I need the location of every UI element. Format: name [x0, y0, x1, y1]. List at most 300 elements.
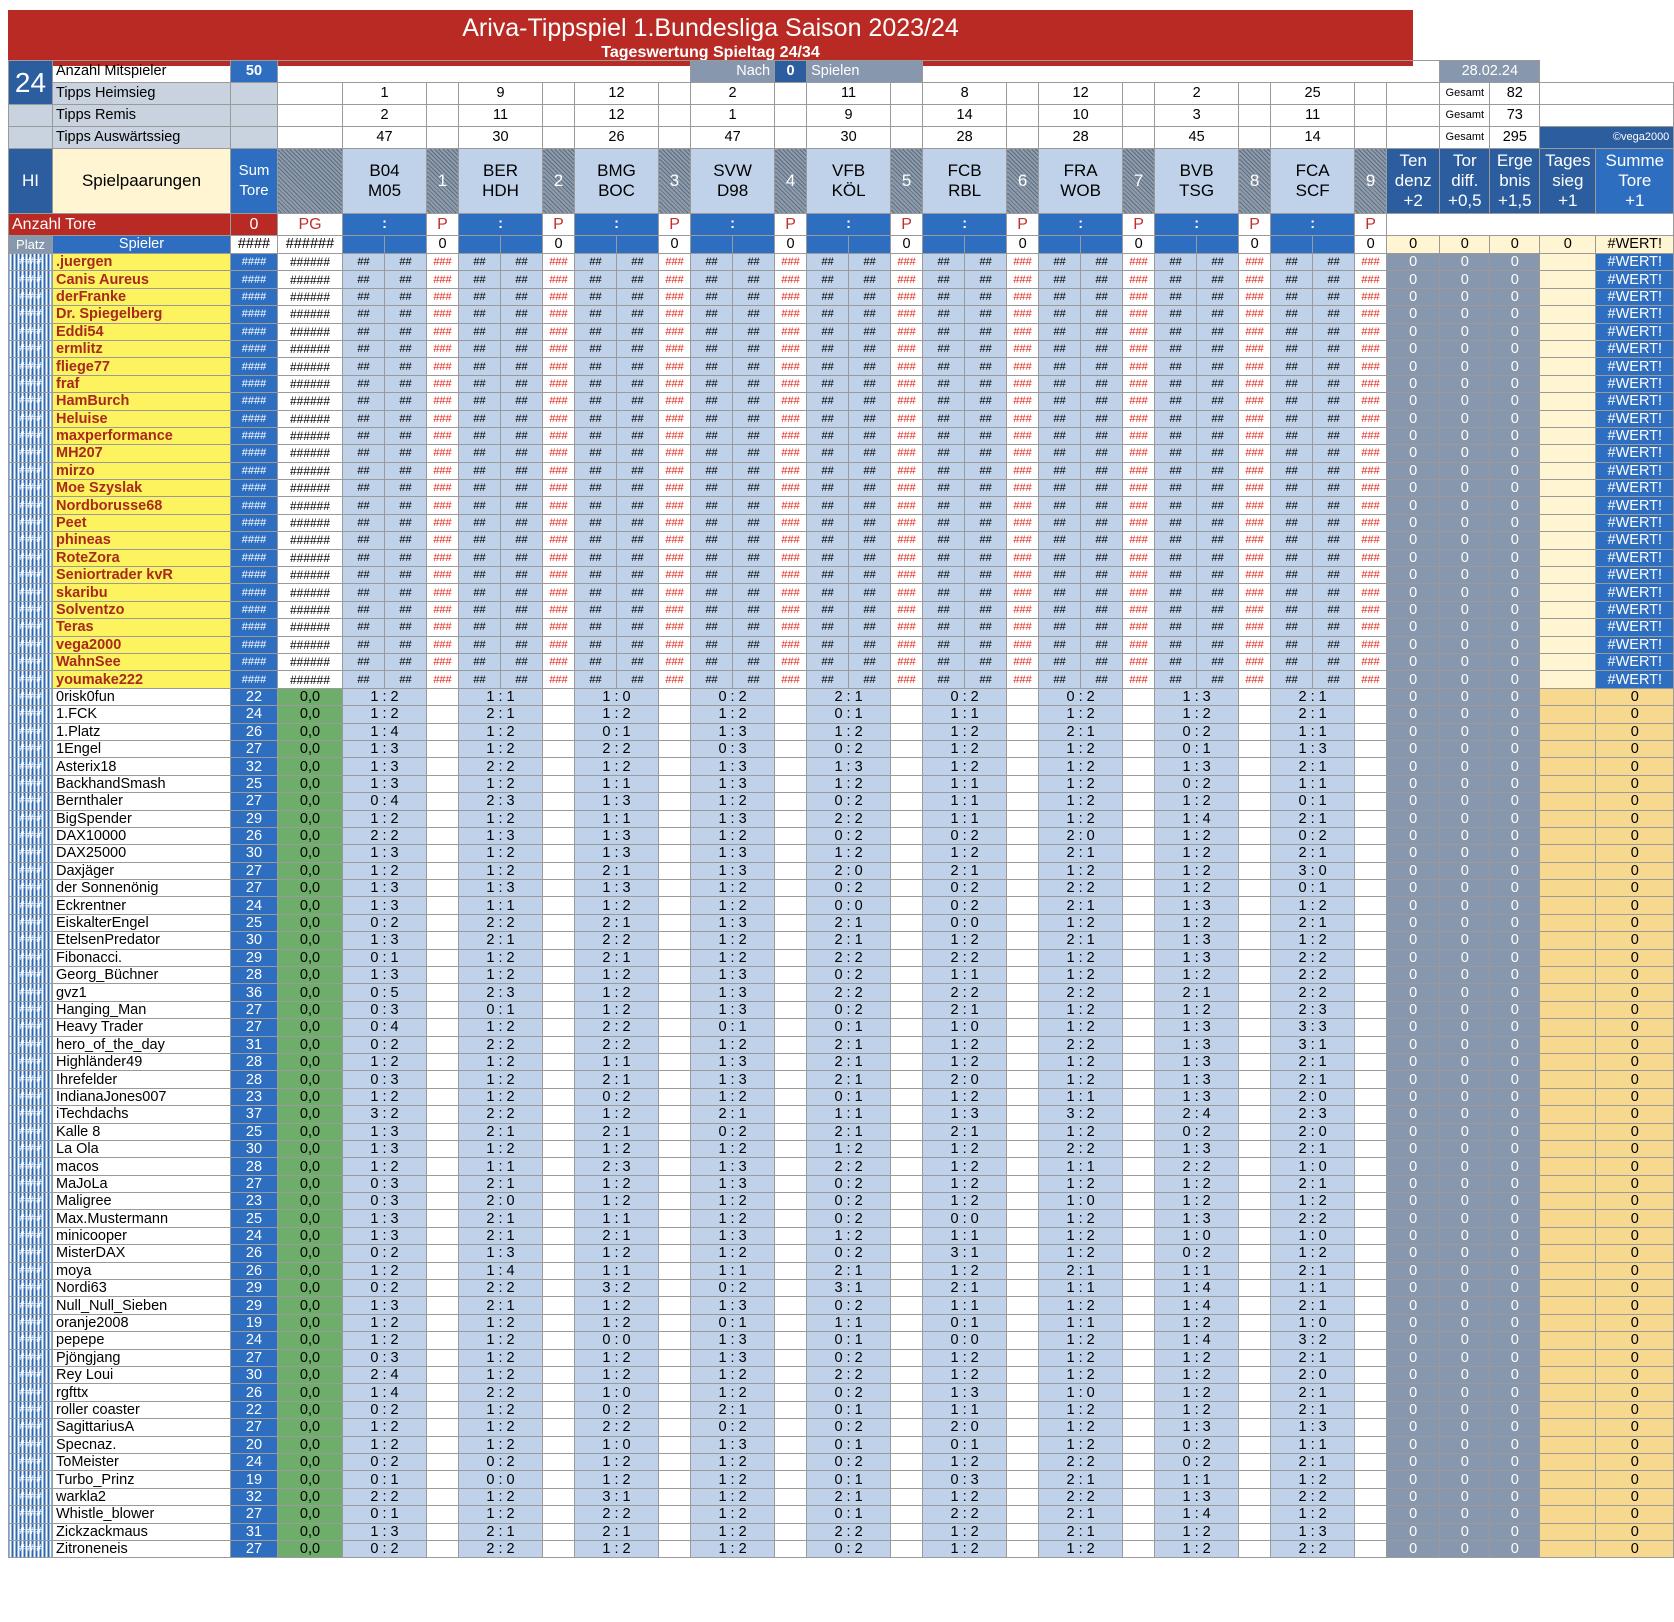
- blank: [1007, 1436, 1039, 1453]
- player-name: Seniortrader kvR: [53, 567, 231, 584]
- blank: [543, 723, 575, 740]
- player-tip: 2 : 2: [807, 984, 891, 1001]
- zero: 0: [1387, 532, 1440, 549]
- zero: 0: [1490, 1453, 1540, 1470]
- player-tip: 1 : 2: [343, 706, 427, 723]
- hash: ##: [807, 306, 849, 323]
- player-sum: 29: [231, 1280, 278, 1297]
- player-tip: 1 : 2: [1039, 1540, 1123, 1557]
- tipps-count: 11: [1271, 105, 1355, 127]
- blank: [1540, 601, 1596, 618]
- wert: #WERT!: [1596, 497, 1674, 514]
- hash: ####: [231, 254, 278, 271]
- blank: [543, 1297, 575, 1314]
- pg-value: 0,0: [278, 1019, 343, 1036]
- player-tip: 1 : 2: [1155, 1314, 1239, 1331]
- blank: [1540, 827, 1596, 844]
- hash: ##: [965, 671, 1007, 688]
- blank: [1355, 1001, 1387, 1018]
- zero: 0: [1596, 1401, 1674, 1418]
- hash: ##: [733, 549, 775, 566]
- pg-value: 0,0: [278, 1471, 343, 1488]
- blank: [659, 1471, 691, 1488]
- player-name: Ihrefelder: [53, 1071, 231, 1088]
- hash: ####: [231, 410, 278, 427]
- hash: ##: [1155, 306, 1197, 323]
- hash: ###: [659, 584, 691, 601]
- blank: [543, 1332, 575, 1349]
- zero: 0: [1490, 1436, 1540, 1453]
- hash: ##: [1197, 306, 1239, 323]
- hash: ##: [923, 462, 965, 479]
- hash: ##: [923, 514, 965, 531]
- hash: ##: [501, 480, 543, 497]
- player-tip: 1 : 2: [1039, 1071, 1123, 1088]
- platz-cell: ####: [9, 932, 53, 949]
- hash: ###: [775, 445, 807, 462]
- hash: ##: [575, 288, 617, 305]
- result-colon: :: [343, 214, 427, 236]
- hash: ##: [1081, 375, 1123, 392]
- player-tip: 1 : 2: [1155, 706, 1239, 723]
- blank: [659, 1349, 691, 1366]
- hash: ###: [891, 462, 923, 479]
- blank: [1239, 1227, 1271, 1244]
- blank: [427, 775, 459, 792]
- pg-value: 0,0: [278, 897, 343, 914]
- blank: [1355, 1088, 1387, 1105]
- hash: ##: [1039, 427, 1081, 444]
- pg-value: 0,0: [278, 967, 343, 984]
- player-tip: 0 : 1: [343, 949, 427, 966]
- blank: [1123, 1314, 1155, 1331]
- player-tip: 1 : 0: [1155, 1227, 1239, 1244]
- zero: 0: [1387, 967, 1440, 984]
- blank: [891, 1471, 923, 1488]
- hash: ###: [659, 514, 691, 531]
- player-tip: 2 : 2: [1039, 1488, 1123, 1505]
- zero: 0: [1440, 1210, 1490, 1227]
- player-name: warkla2: [53, 1488, 231, 1505]
- tipps-count: 47: [343, 127, 427, 149]
- blank: [1239, 967, 1271, 984]
- hash: ###: [1239, 306, 1271, 323]
- hash: ###: [543, 653, 575, 670]
- zero: 0: [1387, 1314, 1440, 1331]
- hash: ##: [1155, 567, 1197, 584]
- blank: [427, 1106, 459, 1123]
- player-tip: 1 : 3: [1271, 1419, 1355, 1436]
- pg-value: 0,0: [278, 1419, 343, 1436]
- zero: 0: [1596, 1210, 1674, 1227]
- blank: [1355, 1401, 1387, 1418]
- player-tip: 2 : 1: [459, 1523, 543, 1540]
- platz-cell: ####: [9, 1053, 53, 1070]
- player-tip: 2 : 1: [1271, 758, 1355, 775]
- hash: ##: [501, 549, 543, 566]
- blank: [427, 914, 459, 931]
- spielpaarungen-label: Spielpaarungen: [53, 149, 231, 214]
- player-tip: 1 : 1: [575, 775, 659, 792]
- player-tip: 2 : 0: [923, 1071, 1007, 1088]
- hash: ###: [543, 532, 575, 549]
- hash: ###: [775, 271, 807, 288]
- player-tip: 0 : 1: [1155, 740, 1239, 757]
- hash: ####: [231, 480, 278, 497]
- player-tip: 1 : 1: [807, 1314, 891, 1331]
- blank: [775, 127, 807, 149]
- zero: 0: [1387, 288, 1440, 305]
- player-tip: 2 : 3: [459, 793, 543, 810]
- player-name: Heavy Trader: [53, 1019, 231, 1036]
- hash: ##: [1313, 410, 1355, 427]
- player-tip: 1 : 3: [691, 775, 775, 792]
- player-tip: 0 : 1: [807, 1401, 891, 1418]
- blank: [427, 1071, 459, 1088]
- hash: ##: [1197, 549, 1239, 566]
- player-tip: 1 : 3: [575, 827, 659, 844]
- hash: ##: [1313, 271, 1355, 288]
- hash: ##: [459, 445, 501, 462]
- zero: 0: [1387, 1071, 1440, 1088]
- blank: [1239, 1175, 1271, 1192]
- blank: [427, 949, 459, 966]
- player-sum: 28: [231, 1053, 278, 1070]
- player-tip: 2 : 1: [691, 1106, 775, 1123]
- blank: [1123, 1106, 1155, 1123]
- hash: ##: [1271, 619, 1313, 636]
- hash: ####: [231, 271, 278, 288]
- zero: 0: [1387, 445, 1440, 462]
- player-tip: 1 : 2: [575, 706, 659, 723]
- hash: ##: [807, 410, 849, 427]
- hash: ##: [849, 393, 891, 410]
- hash: ###: [659, 601, 691, 618]
- zero: 0: [1490, 1262, 1540, 1279]
- hash: ##: [1313, 288, 1355, 305]
- hash: ##: [807, 653, 849, 670]
- blank: [1355, 1245, 1387, 1262]
- player-tip: 1 : 2: [691, 1488, 775, 1505]
- player-tip: 1 : 2: [459, 1019, 543, 1036]
- hash: ##: [385, 653, 427, 670]
- player-tip: 1 : 1: [575, 810, 659, 827]
- hash: ##: [343, 358, 385, 375]
- player-tip: 2 : 2: [1039, 984, 1123, 1001]
- player-tip: 1 : 2: [923, 1053, 1007, 1070]
- zero: 0: [1440, 375, 1490, 392]
- hash: ##: [343, 653, 385, 670]
- anzahl-mitspieler-label: Anzahl Mitspieler: [53, 61, 231, 83]
- player-name: Dr. Spiegelberg: [53, 306, 231, 323]
- player-tip: 2 : 1: [575, 862, 659, 879]
- hash: ##: [965, 288, 1007, 305]
- player-sum: 30: [231, 932, 278, 949]
- hash: ##: [1197, 427, 1239, 444]
- player-tip: 1 : 1: [1271, 775, 1355, 792]
- player-tip: 2 : 0: [807, 862, 891, 879]
- player-tip: 0 : 2: [807, 1193, 891, 1210]
- player-tip: 0 : 2: [343, 1280, 427, 1297]
- blank: [1239, 1401, 1271, 1418]
- blank: [891, 758, 923, 775]
- player-tip: 1 : 3: [459, 880, 543, 897]
- hash: ##: [965, 653, 1007, 670]
- blank: [1007, 775, 1039, 792]
- hash: ###: [775, 480, 807, 497]
- player-tip: 1 : 3: [1155, 1210, 1239, 1227]
- blank: [891, 1262, 923, 1279]
- player-tip: 0 : 1: [343, 1506, 427, 1523]
- home-team: B04: [369, 161, 400, 180]
- player-tip: 1 : 2: [923, 740, 1007, 757]
- player-tip: 0 : 2: [807, 1384, 891, 1401]
- blank: [775, 688, 807, 705]
- player-sum: 24: [231, 1227, 278, 1244]
- tipps-count: 12: [1039, 83, 1123, 105]
- zero: 0: [1596, 949, 1674, 966]
- player-tip: 1 : 3: [343, 758, 427, 775]
- wert: #WERT!: [1596, 323, 1674, 340]
- player-tip: 1 : 2: [1039, 1175, 1123, 1192]
- player-sum: 27: [231, 1175, 278, 1192]
- platz-cell: ####: [9, 462, 53, 479]
- blank: [1540, 254, 1596, 271]
- player-tip: 0 : 3: [923, 1471, 1007, 1488]
- blank: [1540, 845, 1596, 862]
- zero: 0: [1596, 1123, 1674, 1140]
- blank: [659, 897, 691, 914]
- wert: #WERT!: [1596, 653, 1674, 670]
- blank: [775, 1314, 807, 1331]
- blank: [659, 1280, 691, 1297]
- hash: ##: [1039, 410, 1081, 427]
- player-tip: 1 : 2: [691, 932, 775, 949]
- hash: ##: [617, 567, 659, 584]
- player-tip: 1 : 0: [923, 1019, 1007, 1036]
- hash: ####: [231, 393, 278, 410]
- blank: [775, 1245, 807, 1262]
- hash: ###: [1355, 619, 1387, 636]
- blank: [427, 932, 459, 949]
- blank: [659, 1523, 691, 1540]
- hash: ##: [1271, 358, 1313, 375]
- hash: ###: [543, 671, 575, 688]
- blank: [427, 1123, 459, 1140]
- blank: [891, 1332, 923, 1349]
- tipps-label: Tipps Remis: [53, 105, 231, 127]
- hash: ###: [1007, 549, 1039, 566]
- hash: ##: [965, 323, 1007, 340]
- zero: 0: [1387, 723, 1440, 740]
- blank: [659, 984, 691, 1001]
- hash: ###: [1355, 549, 1387, 566]
- zero: 0: [1440, 1227, 1490, 1244]
- blank: [1123, 967, 1155, 984]
- blank: [1123, 880, 1155, 897]
- zero: 0: [1596, 1471, 1674, 1488]
- hash: ###: [659, 393, 691, 410]
- hash: ##: [733, 619, 775, 636]
- hash: ##: [691, 393, 733, 410]
- hash: ###: [543, 410, 575, 427]
- zero: 0: [1490, 1506, 1540, 1523]
- zero: 0: [1387, 1471, 1440, 1488]
- blank: [1123, 740, 1155, 757]
- player-tip: 1 : 2: [459, 862, 543, 879]
- hash: ###: [427, 358, 459, 375]
- player-tip: 1 : 2: [459, 1314, 543, 1331]
- hash: ##: [849, 601, 891, 618]
- zero: 0: [1440, 567, 1490, 584]
- hash: ##: [691, 427, 733, 444]
- platz-cell: ####: [9, 1401, 53, 1418]
- blank: [1123, 1488, 1155, 1505]
- player-tip: 1 : 3: [691, 967, 775, 984]
- blank: [1387, 127, 1440, 149]
- hash: ##: [965, 427, 1007, 444]
- zero: 0: [1596, 1071, 1674, 1088]
- blank: [891, 688, 923, 705]
- player-sum: 25: [231, 1123, 278, 1140]
- blank: [891, 1071, 923, 1088]
- zero: 0: [1440, 1053, 1490, 1070]
- hash: ##: [385, 514, 427, 531]
- hash: ##: [459, 340, 501, 357]
- blank: [1007, 1540, 1039, 1557]
- matchday-number: 24: [9, 61, 53, 105]
- blank: [1239, 723, 1271, 740]
- hash: ##: [385, 254, 427, 271]
- player-tip: 1 : 2: [691, 897, 775, 914]
- text: +1: [1625, 191, 1645, 210]
- hash: ##: [575, 584, 617, 601]
- blank: [775, 706, 807, 723]
- platz-cell: ####: [9, 1175, 53, 1192]
- hash: ##: [1197, 601, 1239, 618]
- player-tip: 1 : 2: [1039, 775, 1123, 792]
- hash: ##: [1039, 288, 1081, 305]
- blank: [659, 1540, 691, 1557]
- hash: ###: [891, 532, 923, 549]
- hash: ####: [231, 532, 278, 549]
- player-tip: 2 : 1: [1271, 1071, 1355, 1088]
- blank: [775, 1123, 807, 1140]
- hash: ##: [385, 636, 427, 653]
- hash: ##: [965, 532, 1007, 549]
- hash: ##: [849, 340, 891, 357]
- platz-cell: ####: [9, 793, 53, 810]
- blank: [1239, 810, 1271, 827]
- zero: 0: [1596, 1262, 1674, 1279]
- blank: [1540, 323, 1596, 340]
- pg-value: 0,0: [278, 1053, 343, 1070]
- zero: 0: [1596, 1297, 1674, 1314]
- hash: ##: [1313, 358, 1355, 375]
- blank: [1123, 1227, 1155, 1244]
- blank: [891, 105, 923, 127]
- player-name: MaJoLa: [53, 1175, 231, 1192]
- player-tip: 0 : 1: [923, 1436, 1007, 1453]
- platz-cell: ####: [9, 1419, 53, 1436]
- player-tip: 2 : 0: [1039, 827, 1123, 844]
- player-tip: 1 : 2: [1155, 914, 1239, 931]
- blank: [1239, 1349, 1271, 1366]
- player-tip: 1 : 2: [343, 862, 427, 879]
- hash: ##: [965, 271, 1007, 288]
- player-sum: 37: [231, 1106, 278, 1123]
- hash: ##: [459, 480, 501, 497]
- player-tip: 1 : 2: [459, 1419, 543, 1436]
- tipps-count: 30: [807, 127, 891, 149]
- hash: ##: [1313, 254, 1355, 271]
- player-tip: 1 : 2: [923, 932, 1007, 949]
- hash: ###: [1239, 619, 1271, 636]
- p-label: P: [543, 214, 575, 236]
- player-tip: 1 : 2: [459, 845, 543, 862]
- hash: ##: [849, 619, 891, 636]
- blank: [1540, 1349, 1596, 1366]
- blank: [733, 236, 775, 254]
- blank: [427, 862, 459, 879]
- hash: ###: [1239, 636, 1271, 653]
- hash: ###: [1355, 410, 1387, 427]
- zero: 0: [1387, 1488, 1440, 1505]
- zero: 0: [1440, 497, 1490, 514]
- text: Tages: [1545, 151, 1591, 170]
- hash: ##: [733, 254, 775, 271]
- zero: 0: [1387, 740, 1440, 757]
- hash: ##: [385, 288, 427, 305]
- player-tip: 2 : 1: [1039, 1506, 1123, 1523]
- hash: ###: [775, 532, 807, 549]
- blank: [1123, 914, 1155, 931]
- zero: 0: [1440, 671, 1490, 688]
- zero: 0: [1387, 1523, 1440, 1540]
- platz-cell: ####: [9, 967, 53, 984]
- zero: 0: [1596, 897, 1674, 914]
- blank: [1007, 1193, 1039, 1210]
- player-tip: 1 : 2: [691, 1193, 775, 1210]
- player-tip: 0 : 2: [923, 897, 1007, 914]
- player-tip: 1 : 2: [575, 1540, 659, 1557]
- hash: ###: [775, 653, 807, 670]
- player-tip: 1 : 2: [923, 1158, 1007, 1175]
- sum-tore-label: [231, 149, 278, 214]
- player-tip: 1 : 2: [1039, 1053, 1123, 1070]
- blank: [543, 914, 575, 931]
- hash: ######: [278, 549, 343, 566]
- hash: ##: [691, 462, 733, 479]
- zero: 0: [1490, 880, 1540, 897]
- blank: [1540, 758, 1596, 775]
- pg-value: 0,0: [278, 1436, 343, 1453]
- blank: [1007, 1088, 1039, 1105]
- hash: ###: [891, 671, 923, 688]
- tipps-count: 2: [1155, 83, 1239, 105]
- hash: ##: [1313, 462, 1355, 479]
- text: Summe: [1605, 151, 1665, 170]
- blank: [775, 775, 807, 792]
- zero: 0: [1490, 1140, 1540, 1157]
- zero: 0: [1387, 236, 1440, 254]
- player-tip: 1 : 2: [923, 1523, 1007, 1540]
- player-sum: 31: [231, 1036, 278, 1053]
- player-name: minicooper: [53, 1227, 231, 1244]
- blank: [543, 775, 575, 792]
- blank: [775, 1019, 807, 1036]
- player-tip: 1 : 1: [459, 1158, 543, 1175]
